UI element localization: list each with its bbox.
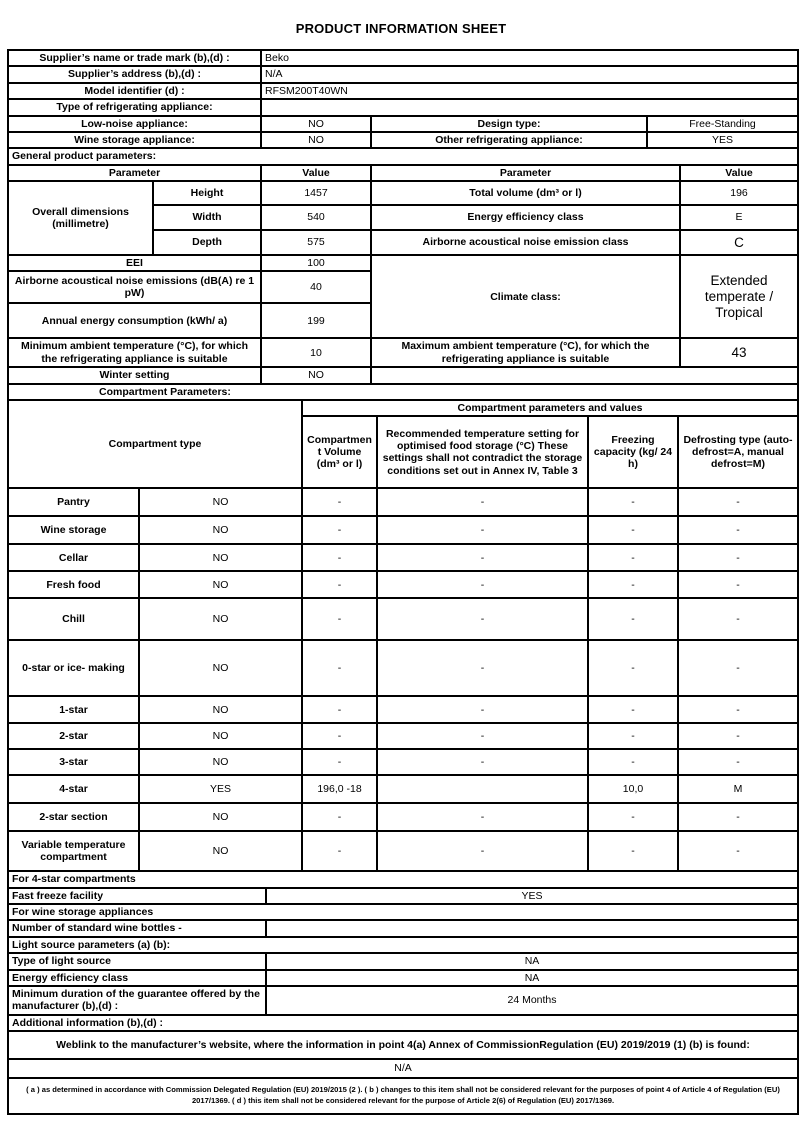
guarantee-label: Minimum duration of the guarantee offered by the manufacturer (b),(d) : xyxy=(8,986,266,1015)
low-noise-label: Low-noise appliance: xyxy=(8,116,261,132)
table-row xyxy=(8,50,798,66)
compartment-freezing: - xyxy=(588,749,678,775)
appliance-type-label: Type of refrigerating appliance: xyxy=(8,99,261,115)
compartment-present: NO xyxy=(139,544,302,571)
recommended-temp-header: Recommended temperature setting for optimised food storage (°C) These settings shall not contradict the storage conditions set out in Annex IV, Table 3 xyxy=(377,416,588,488)
energy-class-label: Energy efficiency class xyxy=(371,205,680,230)
compartment-type: Chill xyxy=(8,598,139,640)
design-type-value: Free-Standing xyxy=(647,116,798,132)
compartment-type: 1-star xyxy=(8,696,139,723)
winter-setting-label: Winter setting xyxy=(8,367,261,383)
light-section-label: Light source parameters (a) (b): xyxy=(8,937,798,953)
annual-energy-label: Annual energy consumption (kWh/ a) xyxy=(8,303,261,338)
compartment-defrost: - xyxy=(678,571,798,598)
compartment-freezing: 10,0 xyxy=(588,775,678,803)
other-refrigerating-value: YES xyxy=(647,132,798,148)
table-row xyxy=(8,99,798,115)
winter-setting-value: NO xyxy=(261,367,371,383)
table-row xyxy=(8,116,798,132)
compartment-row-0-star xyxy=(8,640,798,696)
compartment-volume: 196,0 -18 xyxy=(302,775,377,803)
empty-cell xyxy=(371,367,798,383)
compartment-defrost: - xyxy=(678,598,798,640)
compartment-volume: - xyxy=(302,696,377,723)
section-header-row xyxy=(8,148,798,164)
table-row xyxy=(8,953,798,969)
compartment-temp: - xyxy=(377,831,588,871)
compartment-freezing: - xyxy=(588,696,678,723)
weblink-text: Weblink to the manufacturer’s website, where the information in point 4(a) Annex of CommissionRegulation (EU) 2019/2019 (1) (b) is found: xyxy=(8,1031,798,1059)
compartment-temp xyxy=(377,775,588,803)
weblink-value: N/A xyxy=(8,1059,798,1078)
parameter-header: Parameter xyxy=(8,165,261,181)
defrosting-type-header: Defrosting type (auto-defrost=A, manual defrost=M) xyxy=(678,416,798,488)
compartment-defrost: - xyxy=(678,803,798,831)
compartment-row-chill xyxy=(8,598,798,640)
compartment-present: NO xyxy=(139,803,302,831)
table-row xyxy=(8,920,798,936)
compartment-volume: - xyxy=(302,749,377,775)
section-header-row xyxy=(8,871,798,887)
supplier-address-label: Supplier’s address (b),(d) : xyxy=(8,66,261,82)
compartment-type: Variable temperature compartment xyxy=(8,831,139,871)
compartment-row-2-star xyxy=(8,723,798,749)
compartment-freezing: - xyxy=(588,598,678,640)
compartment-type: Cellar xyxy=(8,544,139,571)
supplier-name-label: Supplier’s name or trade mark (b),(d) : xyxy=(8,50,261,66)
wine-bottles-label: Number of standard wine bottles - xyxy=(8,920,266,936)
compartment-present: NO xyxy=(139,598,302,640)
compartment-type: 4-star xyxy=(8,775,139,803)
wine-section-label: For wine storage appliances xyxy=(8,904,798,920)
fast-freeze-label: Fast freeze facility xyxy=(8,888,266,904)
noise-class-label: Airborne acoustical noise emission class xyxy=(371,230,680,255)
climate-class-label: Climate class: xyxy=(371,255,680,338)
noise-class-value: C xyxy=(680,230,798,255)
compartment-volume: - xyxy=(302,640,377,696)
max-ambient-temp-value: 43 xyxy=(680,338,798,367)
min-ambient-temp-value: 10 xyxy=(261,338,371,367)
light-type-value: NA xyxy=(266,953,798,969)
table-row xyxy=(8,132,798,148)
table-header-row xyxy=(8,400,798,416)
compartment-type: 0-star or ice- making xyxy=(8,640,139,696)
compartment-defrost: - xyxy=(678,831,798,871)
freezing-capacity-header: Freezing capacity (kg/ 24 h) xyxy=(588,416,678,488)
compartment-row-wine-storage xyxy=(8,516,798,544)
compartment-volume: - xyxy=(302,598,377,640)
compartment-volume: - xyxy=(302,544,377,571)
light-class-label: Energy efficiency class xyxy=(8,970,266,986)
table-row xyxy=(8,255,798,271)
climate-class-value: Extended temperate / Tropical xyxy=(680,255,798,338)
table-row xyxy=(8,986,798,1015)
compartment-row-cellar xyxy=(8,544,798,571)
appliance-type-value xyxy=(261,99,798,115)
compartment-row-pantry xyxy=(8,488,798,516)
compartment-row-2-star-section xyxy=(8,803,798,831)
compartment-defrost: - xyxy=(678,749,798,775)
compartment-defrost: - xyxy=(678,488,798,516)
compartment-row-4-star xyxy=(8,775,798,803)
compartment-volume-header: Compartment Volume (dm³ or l) xyxy=(302,416,377,488)
compartment-temp: - xyxy=(377,516,588,544)
eei-value: 100 xyxy=(261,255,371,271)
compartment-temp: - xyxy=(377,640,588,696)
table-row xyxy=(8,1078,798,1114)
bottom-table xyxy=(7,870,799,1115)
compartment-defrost: - xyxy=(678,544,798,571)
compartment-present: NO xyxy=(139,831,302,871)
compartment-temp: - xyxy=(377,803,588,831)
width-label: Width xyxy=(153,205,261,230)
total-volume-label: Total volume (dm³ or l) xyxy=(371,181,680,205)
compartment-present: NO xyxy=(139,488,302,516)
wine-storage-appliance-value: NO xyxy=(261,132,371,148)
table-row xyxy=(8,1059,798,1078)
compartment-type: Wine storage xyxy=(8,516,139,544)
four-star-section-label: For 4-star compartments xyxy=(8,871,798,887)
compartment-freezing: - xyxy=(588,831,678,871)
overall-dimensions-label: Overall dimensions (millimetre) xyxy=(8,181,153,255)
energy-class-value: E xyxy=(680,205,798,230)
section-header-row xyxy=(8,937,798,953)
compartment-row-variable-temperature xyxy=(8,831,798,871)
depth-label: Depth xyxy=(153,230,261,255)
compartment-defrost: - xyxy=(678,516,798,544)
section-header-row xyxy=(8,904,798,920)
table-row xyxy=(8,181,798,205)
compartment-freezing: - xyxy=(588,516,678,544)
low-noise-value: NO xyxy=(261,116,371,132)
table-row xyxy=(8,66,798,82)
height-value: 1457 xyxy=(261,181,371,205)
design-type-label: Design type: xyxy=(371,116,647,132)
compartment-table xyxy=(7,383,799,873)
compartment-present: NO xyxy=(139,696,302,723)
compartment-type: 2-star xyxy=(8,723,139,749)
table-row xyxy=(8,367,798,383)
table-row xyxy=(8,338,798,367)
min-ambient-temp-label: Minimum ambient temperature (°C), for which the refrigerating appliance is suitable xyxy=(8,338,261,367)
compartment-volume: - xyxy=(302,831,377,871)
additional-info-label: Additional information (b),(d) : xyxy=(8,1015,798,1031)
compartment-defrost: - xyxy=(678,640,798,696)
compartment-temp: - xyxy=(377,696,588,723)
compartment-type: 2-star section xyxy=(8,803,139,831)
compartment-defrost: - xyxy=(678,696,798,723)
compartment-present: YES xyxy=(139,775,302,803)
compartment-present: NO xyxy=(139,571,302,598)
compartment-freezing: - xyxy=(588,723,678,749)
compartment-row-3-star xyxy=(8,749,798,775)
light-class-value: NA xyxy=(266,970,798,986)
compartment-present: NO xyxy=(139,640,302,696)
table-row xyxy=(8,888,798,904)
compartment-temp: - xyxy=(377,571,588,598)
fast-freeze-value: YES xyxy=(266,888,798,904)
width-value: 540 xyxy=(261,205,371,230)
compartment-temp: - xyxy=(377,723,588,749)
compartment-temp: - xyxy=(377,749,588,775)
compartment-freezing: - xyxy=(588,803,678,831)
other-refrigerating-label: Other refrigerating appliance: xyxy=(371,132,647,148)
compartment-present: NO xyxy=(139,516,302,544)
compartment-defrost: M xyxy=(678,775,798,803)
compartment-section-label: Compartment Parameters: xyxy=(8,384,798,400)
depth-value: 575 xyxy=(261,230,371,255)
compartment-type: 3-star xyxy=(8,749,139,775)
page-title: PRODUCT INFORMATION SHEET xyxy=(295,21,507,36)
compartment-volume: - xyxy=(302,723,377,749)
footnote-text: ( a ) as determined in accordance with Commission Delegated Regulation (EU) 2019/2015 (2 ). ( b ) changes to this item shall not be considered relevant for the purposes of point 4 of Article 4 of Regulation (EU) 2017/1369. ( d ) this item shall not be considered relevant for the purpose of Article 2(6) of Regulation (EU) 2017/1369. xyxy=(8,1078,798,1114)
noise-emissions-label: Airborne acoustical noise emissions (dB(A) re 1 pW) xyxy=(8,271,261,303)
compartment-present: NO xyxy=(139,749,302,775)
compartment-type: Fresh food xyxy=(8,571,139,598)
light-type-label: Type of light source xyxy=(8,953,266,969)
compartment-volume: - xyxy=(302,803,377,831)
compartment-present: NO xyxy=(139,723,302,749)
wine-bottles-value xyxy=(266,920,798,936)
general-parameters-table xyxy=(7,147,799,384)
compartment-volume: - xyxy=(302,488,377,516)
table-row xyxy=(8,970,798,986)
value-header: Value xyxy=(261,165,371,181)
compartment-freezing: - xyxy=(588,488,678,516)
compartment-freezing: - xyxy=(588,544,678,571)
compartment-volume: - xyxy=(302,516,377,544)
parameter-header: Parameter xyxy=(371,165,680,181)
section-header-row xyxy=(8,384,798,400)
supplier-address-value: N/A xyxy=(261,66,798,82)
max-ambient-temp-label: Maximum ambient temperature (°C), for which the refrigerating appliance is suitable xyxy=(371,338,680,367)
table-row xyxy=(8,83,798,99)
value-header: Value xyxy=(680,165,798,181)
guarantee-value: 24 Months xyxy=(266,986,798,1015)
compartment-row-fresh-food xyxy=(8,571,798,598)
compartment-defrost: - xyxy=(678,723,798,749)
model-identifier-value: RFSM200T40WN xyxy=(261,83,798,99)
compartment-group-header: Compartment parameters and values xyxy=(302,400,798,416)
compartment-temp: - xyxy=(377,598,588,640)
height-label: Height xyxy=(153,181,261,205)
table-header-row xyxy=(8,165,798,181)
compartment-temp: - xyxy=(377,488,588,516)
compartment-volume: - xyxy=(302,571,377,598)
noise-emissions-value: 40 xyxy=(261,271,371,303)
total-volume-value: 196 xyxy=(680,181,798,205)
compartment-temp: - xyxy=(377,544,588,571)
eei-label: EEI xyxy=(8,255,261,271)
model-identifier-label: Model identifier (d) : xyxy=(8,83,261,99)
compartment-type: Pantry xyxy=(8,488,139,516)
section-header-row xyxy=(8,1015,798,1031)
annual-energy-value: 199 xyxy=(261,303,371,338)
compartment-freezing: - xyxy=(588,571,678,598)
compartment-freezing: - xyxy=(588,640,678,696)
supplier-name-value: Beko xyxy=(261,50,798,66)
table-row xyxy=(8,1031,798,1059)
wine-storage-appliance-label: Wine storage appliance: xyxy=(8,132,261,148)
compartment-type-header: Compartment type xyxy=(8,400,302,488)
general-parameters-section-label: General product parameters: xyxy=(8,148,798,164)
supplier-table xyxy=(7,49,799,149)
compartment-row-1-star xyxy=(8,696,798,723)
